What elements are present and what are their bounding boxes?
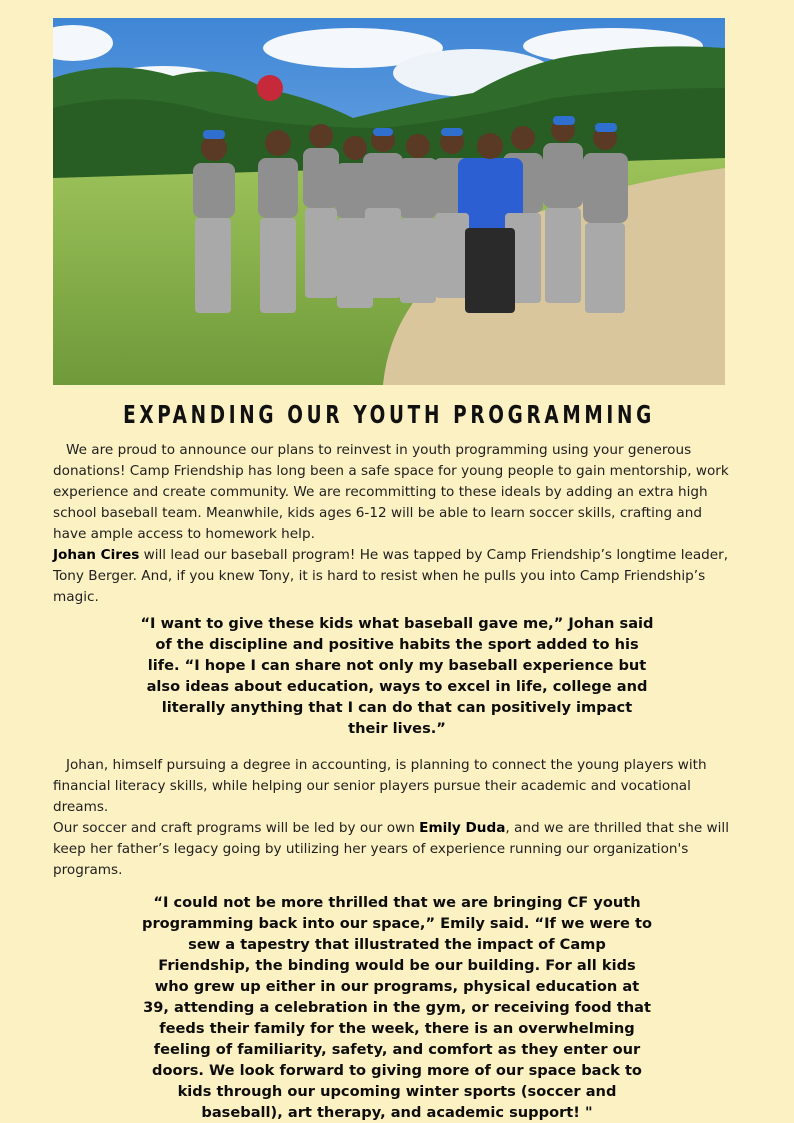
paragraph-accounting [53,755,733,818]
emily-name: Emily Duda [419,820,506,836]
paragraph-emily-before: Our soccer and craft programs will be led by our own [53,820,420,836]
intro-section [53,440,733,608]
quote-johan: “I want to give these kids what baseball gave me,” Johan said of the discipline and positive habits the sport added to his life. “I hope I can share not only my baseball experience but also ideas about education, ways to excel in life, college and literally anything that I can do that can positively impact their lives.” [140,615,654,737]
paragraph-intro [53,440,733,545]
johan-name: Johan Cires [53,547,140,563]
paragraph-emily-after: , and we are thrilled that she will keep her father’s legacy going by utilizing her years of experience running our organization's programs. [53,820,729,878]
details-section [53,755,733,881]
article-title: EXPANDING OUR YOUTH PROGRAMMING [123,400,655,429]
paragraph-intro-text: We are proud to announce our plans to reinvest in youth programming using your generous donations! Camp Friendship has long been a safe space for young people to gain mentorship, work experience and create community. We are recommitting to these ideals by adding an extra high school baseball team. Meanwhile, kids ages 6-12 will be able to learn soccer skills, crafting and have ample access to homework help. [53,442,729,542]
paragraph-johan-text: will lead our baseball program! He was tapped by Camp Friendship’s longtime leader, Tony Berger. And, if you knew Tony, it is hard to resist when he pulls you into Camp Friendship’s magic. [53,547,729,605]
team-photo-illustration [53,18,725,385]
paragraph-emily [53,818,733,881]
paragraph-johan [53,545,733,608]
team-photo [53,18,725,385]
quote-emily: “I could not be more thrilled that we are bringing CF youth programming back into our space,” Emily said. “If we were to sew a tapestry that illustrated the impact of Camp Friendship, the binding would be our building. For all kids who grew up either in our programs, physical education at 39, attending a celebration in the gym, or receiving food that feeds their family for the week, there is an overwhelming feeling of familiarity, safety, and comfort as they enter our doors. We look forward to giving more of our space back to kids through our upcoming winter sports (soccer and baseball), art therapy, and academic support! " [142,894,652,1121]
paragraph-accounting-text: Johan, himself pursuing a degree in accounting, is planning to connect the young players with financial literacy skills, while helping our senior players pursue their academic and vocational dreams. [53,757,707,815]
